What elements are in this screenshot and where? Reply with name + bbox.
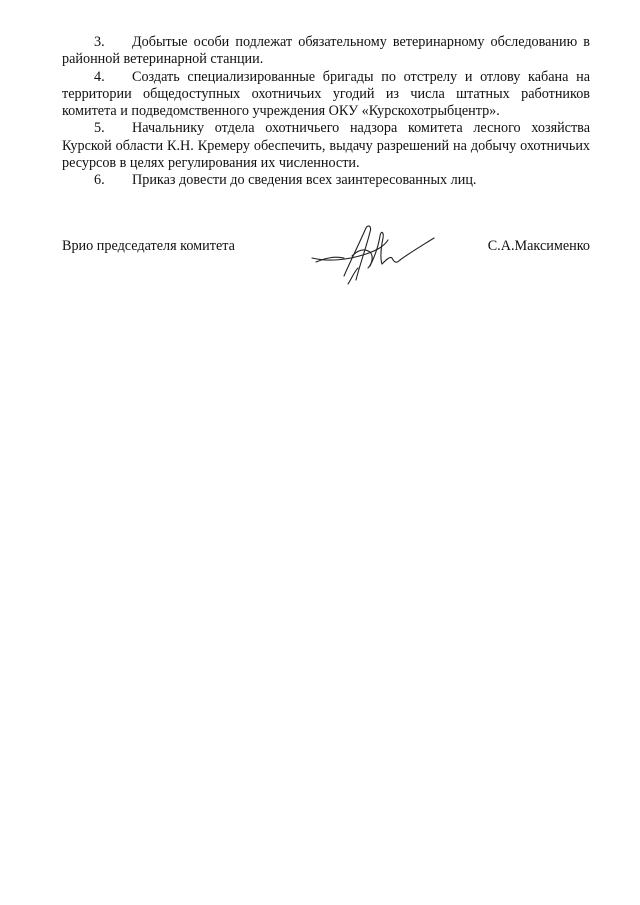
item-number: 6. [94,172,105,189]
item-text: Приказ довести до сведения всех заинтересованных лиц. [132,172,477,189]
item-number: 3. [94,34,105,50]
item-number: 5. [94,120,105,137]
signature-block [62,238,590,298]
item-number: 4. [94,68,105,85]
signatory-name: С.А.Максименко [487,238,590,254]
handwritten-signature [308,218,438,288]
list-item [62,172,590,189]
list-item [62,69,590,121]
list-item [62,120,590,172]
list-item [62,34,590,69]
document-body [62,34,590,190]
item-text: Добытые особи подлежат обязательному ветеринарному обследованию в районной ветеринарной станции. [62,34,590,68]
signatory-title: Врио председателя комитета [62,238,235,254]
item-text: Создать специализированные бригады по отстрелу и отлову кабана на территории общедоступных охотничьих угодий из числа штатных работников комитета и подведомственного учреждения ОКУ «Курскохотрыбцентр». [62,68,590,120]
item-text: Начальнику отдела охотничьего надзора комитета лесного хозяйства Курской области К.Н. Кремеру обеспечить, выдачу разрешений на добычу охотничьих ресурсов в целях регулирования их численности. [62,120,590,172]
